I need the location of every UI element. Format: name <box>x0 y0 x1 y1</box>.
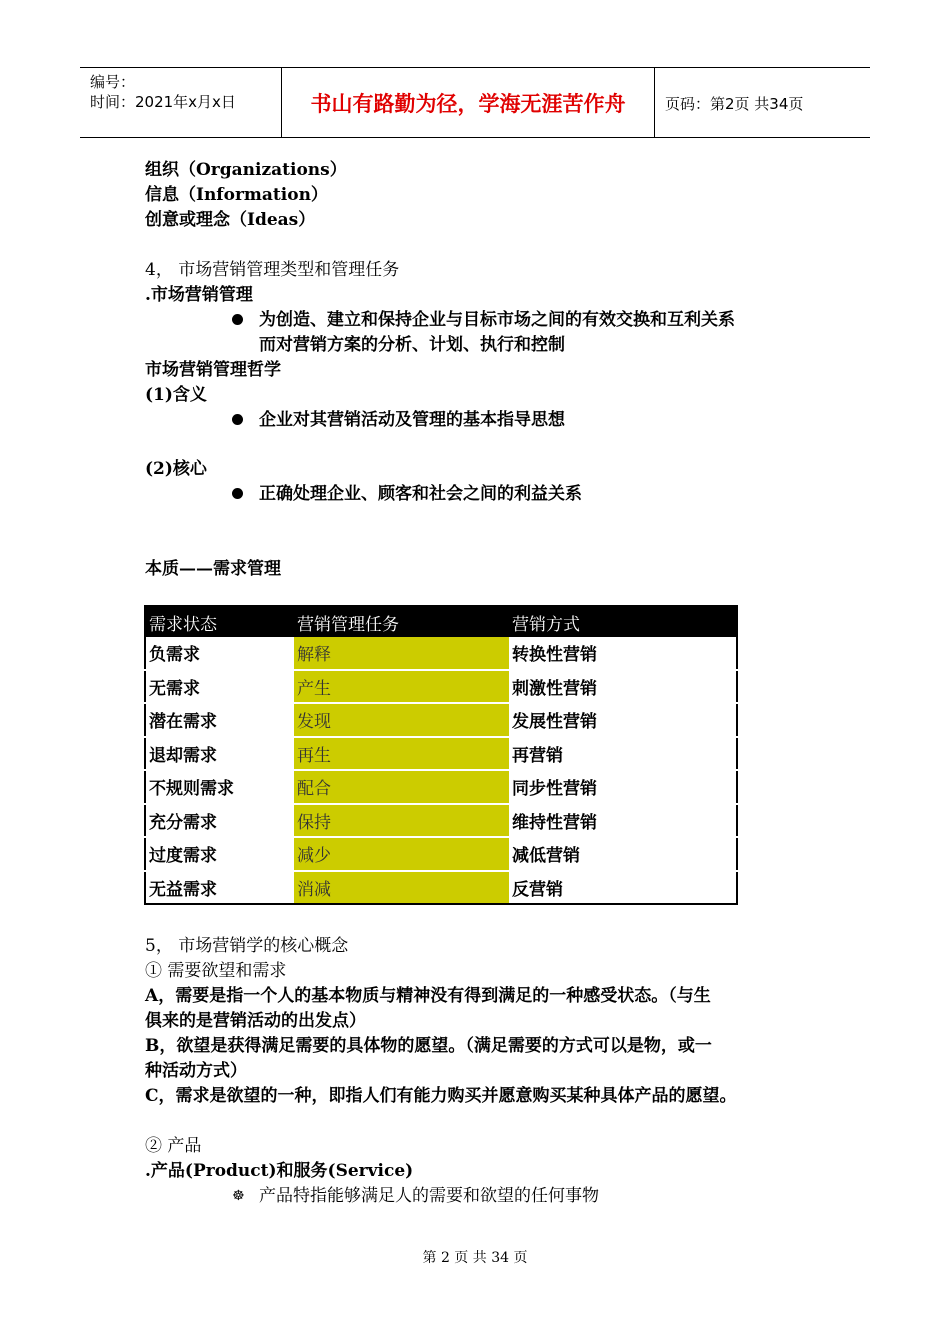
bullet-text: 企业对其营销活动及管理的基本指导思想 <box>259 410 565 430</box>
table-cell: 保持 <box>294 804 509 838</box>
meaning-heading: (1)含义 <box>145 385 207 405</box>
intro-line: 创意或理念（Ideas） <box>145 210 316 230</box>
page-footer: 第 2 页 共 34 页 <box>422 1250 528 1266</box>
header-motto: 书山有路勤为径，学海无涯苦作舟 <box>310 91 626 116</box>
intro-line: 信息（Information） <box>145 185 328 205</box>
number-label: 编号： <box>90 73 136 91</box>
section5-sub: ② 产品 <box>145 1136 202 1156</box>
header-divider <box>654 68 655 137</box>
section4-sub: .市场营销管理 <box>145 285 253 305</box>
page-header <box>80 67 870 138</box>
table-row <box>145 737 737 771</box>
bullet-text: 而对营销方案的分析、计划、执行和控制 <box>259 335 565 355</box>
core-heading: (2)核心 <box>145 459 207 479</box>
table-cell: 发展性营销 <box>509 703 737 737</box>
intro-line: 组织（Organizations） <box>145 160 347 180</box>
table-cell: 发现 <box>294 703 509 737</box>
table-row <box>145 871 737 905</box>
essence-heading: 本质——需求管理 <box>145 559 281 579</box>
bullet-dot-icon <box>232 414 243 425</box>
table-cell: 减少 <box>294 837 509 871</box>
table-cell: 过度需求 <box>145 837 294 871</box>
table-cell: 再营销 <box>509 737 737 771</box>
section5-heading: 5， 市场营销学的核心概念 <box>145 936 349 956</box>
bullet-text: 正确处理企业、顾客和社会之间的利益关系 <box>259 484 582 504</box>
table-row <box>145 837 737 871</box>
table-cell: 产生 <box>294 670 509 704</box>
paragraph-line: A，需要是指一个人的基本物质与精神没有得到满足的一种感受状态。（与生 <box>145 986 711 1006</box>
table-cell: 转换性营销 <box>509 637 737 670</box>
table-row <box>145 670 737 704</box>
table-row <box>145 637 737 670</box>
table-cell: 再生 <box>294 737 509 771</box>
table-cell: 刺激性营销 <box>509 670 737 704</box>
table-cell: 无需求 <box>145 670 294 704</box>
table-cell: 维持性营销 <box>509 804 737 838</box>
table-cell: 配合 <box>294 770 509 804</box>
table-row <box>145 703 737 737</box>
table-header-row <box>145 606 737 637</box>
paragraph-line: B，欲望是获得满足需要的具体物的愿望。（满足需要的方式可以是物，或一 <box>145 1036 712 1056</box>
bullet-dot-icon <box>232 314 243 325</box>
table-header: 营销方式 <box>509 606 737 637</box>
table-cell: 反营销 <box>512 879 563 900</box>
table-header: 营销管理任务 <box>294 606 509 637</box>
table-cell: 无益需求 <box>149 879 217 900</box>
table-cell: 充分需求 <box>145 804 294 838</box>
time-label: 时间：2021年x月x日 <box>90 93 236 111</box>
section4-heading: 4， 市场营销管理类型和管理任务 <box>145 260 400 280</box>
philosophy-heading: 市场营销管理哲学 <box>145 360 281 380</box>
section5-sub: ① 需要欲望和需求 <box>145 961 287 981</box>
paragraph-line: 种活动方式） <box>145 1061 247 1081</box>
bullet-text: 产品特指能够满足人的需要和欲望的任何事物 <box>259 1186 599 1206</box>
table-cell: 退却需求 <box>145 737 294 771</box>
wheel-bullet-icon: ☸ <box>232 1188 245 1204</box>
table-cell: 负需求 <box>145 637 294 670</box>
header-left <box>90 72 236 112</box>
table-cell: 潜在需求 <box>145 703 294 737</box>
table-row <box>145 770 737 804</box>
table-cell: 解释 <box>294 637 509 670</box>
table-row <box>145 804 737 838</box>
bullet-text: 为创造、建立和保持企业与目标市场之间的有效交换和互利关系 <box>259 310 735 330</box>
bullet-dot-icon <box>232 488 243 499</box>
product-line: .产品(Product)和服务(Service) <box>145 1161 414 1181</box>
table-cell: 不规则需求 <box>145 770 294 804</box>
paragraph-line: C，需求是欲望的一种，即指人们有能力购买并愿意购买某种具体产品的愿望。 <box>145 1086 737 1106</box>
table-cell: 消减 <box>294 871 509 905</box>
paragraph-line: 俱来的是营销活动的出发点） <box>145 1011 366 1031</box>
header-page-info: 页码：第2页 共34页 <box>665 95 804 113</box>
demand-table <box>144 605 738 905</box>
table-cell: 减低营销 <box>509 837 737 871</box>
table-cell: 同步性营销 <box>509 770 737 804</box>
table-header: 需求状态 <box>145 606 294 637</box>
